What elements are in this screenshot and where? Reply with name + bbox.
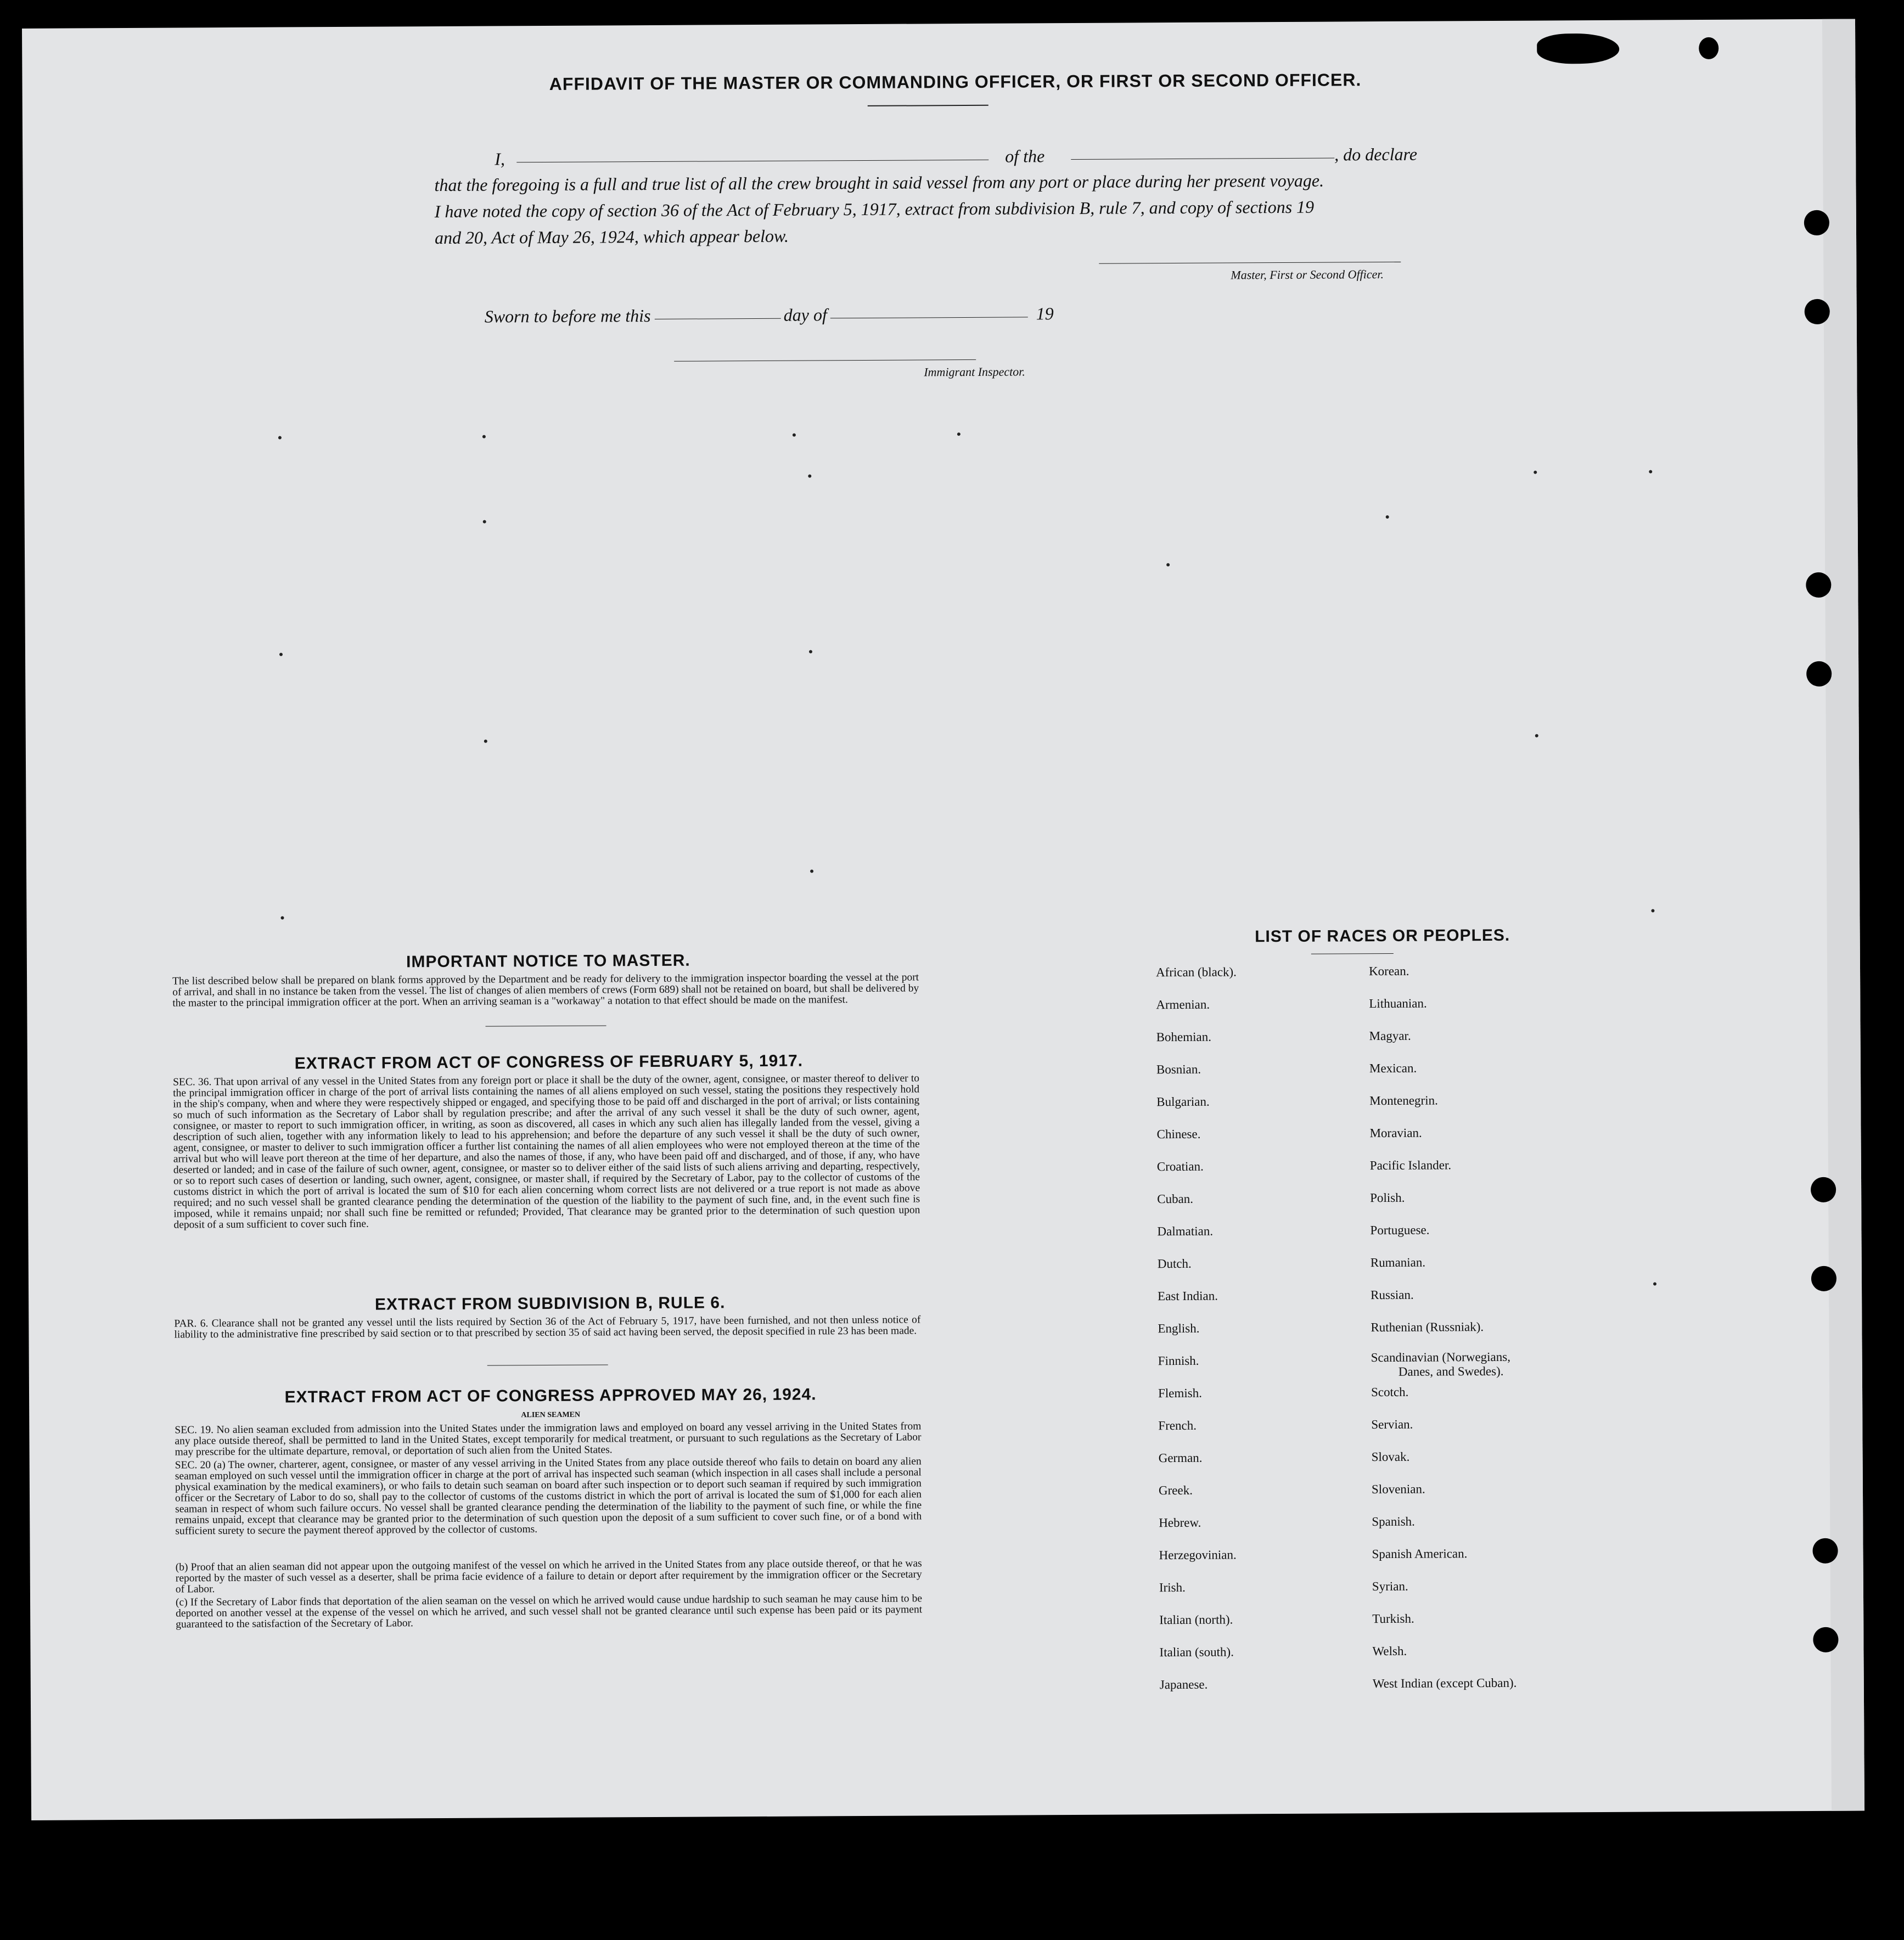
race-right: Moravian. <box>1369 1126 1422 1140</box>
vessel-blank <box>1071 158 1334 160</box>
race-left: Chinese. <box>1156 1127 1201 1141</box>
race-right: Portuguese. <box>1370 1223 1430 1238</box>
guide-dot <box>1166 563 1170 566</box>
inspector-signature-caption: Immigrant Inspector. <box>924 364 1025 379</box>
rule-6-body: PAR. 6. Clearance shall not be granted any vessel until the lists required by Section 36 of the Act of February 5, 1917, have been furnished, and not then unless notice of liability to the administrative fine prescribed by said section or to that prescribed by section 35 of said act having been served, the deposit specified in rule 23 has been made. <box>174 1314 921 1341</box>
race-right: Turkish. <box>1372 1611 1414 1626</box>
punch-hole <box>1805 299 1830 324</box>
punch-hole <box>1813 1627 1838 1652</box>
title-underline <box>868 105 988 106</box>
guide-dot <box>793 434 796 437</box>
rule-6-title: EXTRACT FROM SUBDIVISION B, RULE 6. <box>374 1294 726 1314</box>
race-right: Slovenian. <box>1371 1482 1425 1497</box>
name-blank <box>516 160 988 163</box>
race-right: Syrian. <box>1372 1579 1408 1594</box>
sworn-year: 19 <box>1036 303 1054 324</box>
race-left: French. <box>1158 1418 1197 1433</box>
race-left: Cuban. <box>1157 1191 1194 1206</box>
master-signature-line <box>1099 262 1401 264</box>
sec-19: SEC. 19. No alien seaman excluded from admission into the United States under the immigration laws and employed on board any vessel arriving in the United States from any place outside thereof, shall be permitted to land in the United States, except temporarily for medical treatment, or pursuant to such regulations as the Secretary of Labor may prescribe for the ultimate departure, removal, or deportation of such alien from the United States. <box>175 1420 922 1458</box>
race-left: Japanese. <box>1159 1677 1208 1692</box>
punch-hole <box>1812 1538 1838 1564</box>
race-right: Scandinavian (Norwegians, <box>1371 1349 1510 1365</box>
race-left: Bosnian. <box>1156 1062 1201 1077</box>
races-title: LIST OF RACES OR PEOPLES. <box>1255 926 1510 946</box>
race-left: Greek. <box>1158 1483 1193 1498</box>
race-left: Bulgarian. <box>1156 1094 1210 1109</box>
punch-hole <box>1806 661 1832 687</box>
guide-dot <box>482 435 486 438</box>
race-left: Italian (north). <box>1159 1612 1233 1627</box>
race-left: Armenian. <box>1156 997 1210 1012</box>
guide-dot <box>278 436 282 440</box>
race-left: Hebrew. <box>1159 1515 1201 1530</box>
race-left: Bohemian. <box>1156 1030 1212 1044</box>
race-right: Korean. <box>1368 964 1409 979</box>
guide-dot <box>484 740 487 743</box>
affidavit-line4: and 20, Act of May 26, 1924, which appear below. <box>434 226 789 248</box>
guide-dot <box>1534 471 1537 474</box>
ink-blot <box>1537 33 1619 64</box>
race-right: Spanish. <box>1372 1514 1415 1529</box>
sec-20b: (b) Proof that an alien seaman did not appear upon the outgoing manifest of the vessel on which he arrived in the United States from any place outside thereof, or that he was reported by the master of such vessel as a deserter, shall be prima facie evidence of a failure to detain or deport after requirement by the immigration officer or the Secretary of Labor. <box>175 1557 922 1595</box>
notice-body: The list described below shall be prepared on blank forms approved by the Department and be ready for delivery to the immigration inspector boarding the vessel at the port of arrival, and shall in no instance be taken from the vessel. The list of changes of alien members of crews (Form 689) shall not be retained on board, but shall be delivered by the master to the principal immigration officer at the port. When an arriving seaman is a "workaway" a notation to that effect should be made on the manifest. <box>172 971 919 1009</box>
affidavit-line1-of: of the <box>1005 146 1045 166</box>
race-right: Rumanian. <box>1370 1255 1426 1270</box>
race-right: Pacific Islander. <box>1369 1158 1452 1173</box>
punch-hole <box>1804 210 1829 235</box>
race-left: East Indian. <box>1158 1289 1218 1303</box>
guide-dot <box>1651 909 1654 912</box>
inspector-signature-line <box>674 359 976 362</box>
guide-dot <box>1649 470 1652 473</box>
affidavit-line2: that the foregoing is a full and true list of all the crew brought in said vessel from any port or place during her present voyage. <box>434 170 1324 195</box>
punch-hole <box>1806 572 1831 598</box>
race-right: Scotch. <box>1371 1385 1409 1399</box>
sworn-month-blank <box>830 317 1028 318</box>
race-right: Slovak. <box>1371 1449 1410 1464</box>
race-left: Finnish. <box>1158 1353 1199 1368</box>
race-right: Danes, and Swedes). <box>1398 1364 1504 1379</box>
races-underline <box>1311 953 1394 954</box>
race-left: German. <box>1158 1450 1203 1465</box>
race-left: Irish. <box>1159 1580 1186 1595</box>
sworn-start: Sworn to before me this <box>484 306 651 327</box>
guide-dot <box>809 650 812 653</box>
race-left: English. <box>1158 1321 1200 1336</box>
extract-1917-body: SEC. 36. That upon arrival of any vessel in the United States from any foreign port or place it shall be the duty of the owner, agent, consignee, or master thereof to deliver to the principal immigration officer in charge of the port of arrival lists containing the names of all aliens employed on such vessel, stating the positions they respectively hold in the ship's company, when and where they were respectively shipped or engaged, and specifying those to be paid off and discharged in the port of arrival; or lists containing so much of such information as the Secretary of Labor shall by regulation prescribe; and after the arrival of any such vessel it shall be the duty of such owner, agent, consignee, or master to report to such immigration officer, in writing, as soon as discovered, all cases in which any such alien has illegally landed from the vessel, giving a description of such alien, together with any information likely to lead to his apprehension; and before the departure of any such vessel it shall be the duty of such owner, agent, consignee, or master to deliver to such immigration officer a further list containing the names of all alien employees who were not employed thereon at the time of the arrival but who will leave port thereon at the time of her departure, and also the names of those, if any, who have been paid off and discharged, and of those, if any, who have deserted or landed; and in case of the failure of such owner, agent, consignee, or master so to deliver either of the said lists of such aliens arriving and departing, respectively, or so to report such cases of desertion or landing, such owner, agent, consignee, or master shall, if required by the Secretary of Labor, pay to the collector of customs of the customs district in which the port of arrival is located the sum of $10 for each alien concerning whom correct lists are not delivered or a true report is not made as above required; and no such vessel shall be granted clearance pending the determination of the question of the liability to the payment of such fine, and, in the event such fine is imposed, while it remains unpaid; nor shall such fine be remitted or refunded; Provided, That clearance may be granted prior to the determination of such question upon deposit of a sum sufficient to cover such fine. <box>173 1072 920 1231</box>
divider-1 <box>486 1025 606 1026</box>
punch-hole <box>1811 1177 1836 1202</box>
guide-dot <box>483 520 486 524</box>
race-right: Mexican. <box>1369 1061 1417 1076</box>
guide-dot <box>280 916 284 920</box>
race-right: Polish. <box>1370 1190 1405 1205</box>
extract-1917-title: EXTRACT FROM ACT OF CONGRESS OF FEBRUARY 5, 1917. <box>294 1051 804 1073</box>
guide-dot <box>810 869 813 873</box>
sec-20a: SEC. 20 (a) The owner, charterer, agent, consignee, or master of any vessel arriving in the United States from any place outside thereof who fails to detain on board any alien seaman employed on such vessel until the immigration officer in charge at the port of arrival has inspected such seaman (which inspection in all cases shall include a personal physical examination by the medical examiners), or who fails to detain such seaman on board after such inspection or to deport such seaman if required by such immigration officer or the Secretary of Labor to do so, shall pay to the collector of customs of the customs district in which the port of arrival is located the sum of $1,000 for each alien seaman in respect of whom such failure occurs. No vessel shall be granted clearance pending the determination of the liability to the payment of such fine, or while the fine remains unpaid, except that clearance may be granted prior to the determination of such question upon the deposit of a sum sufficient to cover such fine, or of a bond with sufficient surety to secure the payment thereof approved by the collector of customs. <box>175 1455 922 1537</box>
affidavit-line1-start: I, <box>495 149 506 169</box>
sec-20c: (c) If the Secretary of Labor finds that deportation of the alien seaman on the vessel on which he arrived would cause undue hardship to such seaman he may cause him to be deported on another vessel at the expense of the vessel on which he arrived, and such vessel shall not be granted clearance until such expense has been paid or its payment guaranteed to the satisfaction of the Secretary of Labor. <box>175 1593 923 1630</box>
race-right: Montenegrin. <box>1369 1093 1438 1108</box>
guide-dot <box>808 474 811 477</box>
race-right: Russian. <box>1371 1287 1414 1302</box>
race-left: Dutch. <box>1157 1256 1192 1271</box>
race-left: Croatian. <box>1156 1159 1204 1174</box>
race-left: African (black). <box>1155 965 1237 980</box>
race-left: Dalmatian. <box>1157 1224 1214 1239</box>
affidavit-line3: I have noted the copy of section 36 of the Act of February 5, 1917, extract from subdivision B, rule 7, and copy of sections 19 <box>434 196 1315 222</box>
extract-1924-title: EXTRACT FROM ACT OF CONGRESS APPROVED MAY 26, 1924. <box>284 1385 817 1407</box>
manifest-page <box>22 19 1864 1820</box>
race-left: Flemish. <box>1158 1386 1202 1401</box>
race-right: Ruthenian (Russniak). <box>1371 1320 1484 1335</box>
alien-seamen-subtitle: ALIEN SEAMEN <box>521 1410 581 1420</box>
guide-dot <box>1386 515 1389 519</box>
race-right: Magyar. <box>1369 1028 1411 1043</box>
race-right: Spanish American. <box>1372 1547 1468 1561</box>
race-left: Italian (south). <box>1159 1645 1234 1660</box>
notice-title: IMPORTANT NOTICE TO MASTER. <box>406 951 690 971</box>
punch-hole <box>1699 37 1718 59</box>
affidavit-line1-end: , do declare <box>1334 144 1418 165</box>
race-right: Servian. <box>1371 1417 1413 1432</box>
race-right: West Indian (except Cuban). <box>1372 1675 1517 1691</box>
master-signature-caption: Master, First or Second Officer. <box>1231 267 1384 282</box>
punch-hole <box>1811 1266 1836 1291</box>
divider-2 <box>487 1364 608 1365</box>
sworn-day-blank <box>655 318 781 319</box>
sworn-day: day of <box>783 305 827 325</box>
race-right: Lithuanian. <box>1369 996 1427 1011</box>
affidavit-title: AFFIDAVIT OF THE MASTER OR COMMANDING OFFICER, OR FIRST OR SECOND OFFICER. <box>549 70 1362 94</box>
guide-dot <box>957 432 961 436</box>
guide-dot <box>1535 734 1538 738</box>
race-right: Welsh. <box>1372 1644 1407 1658</box>
race-left: Herzegovinian. <box>1159 1548 1237 1562</box>
guide-dot <box>1653 1282 1656 1285</box>
guide-dot <box>279 653 283 656</box>
